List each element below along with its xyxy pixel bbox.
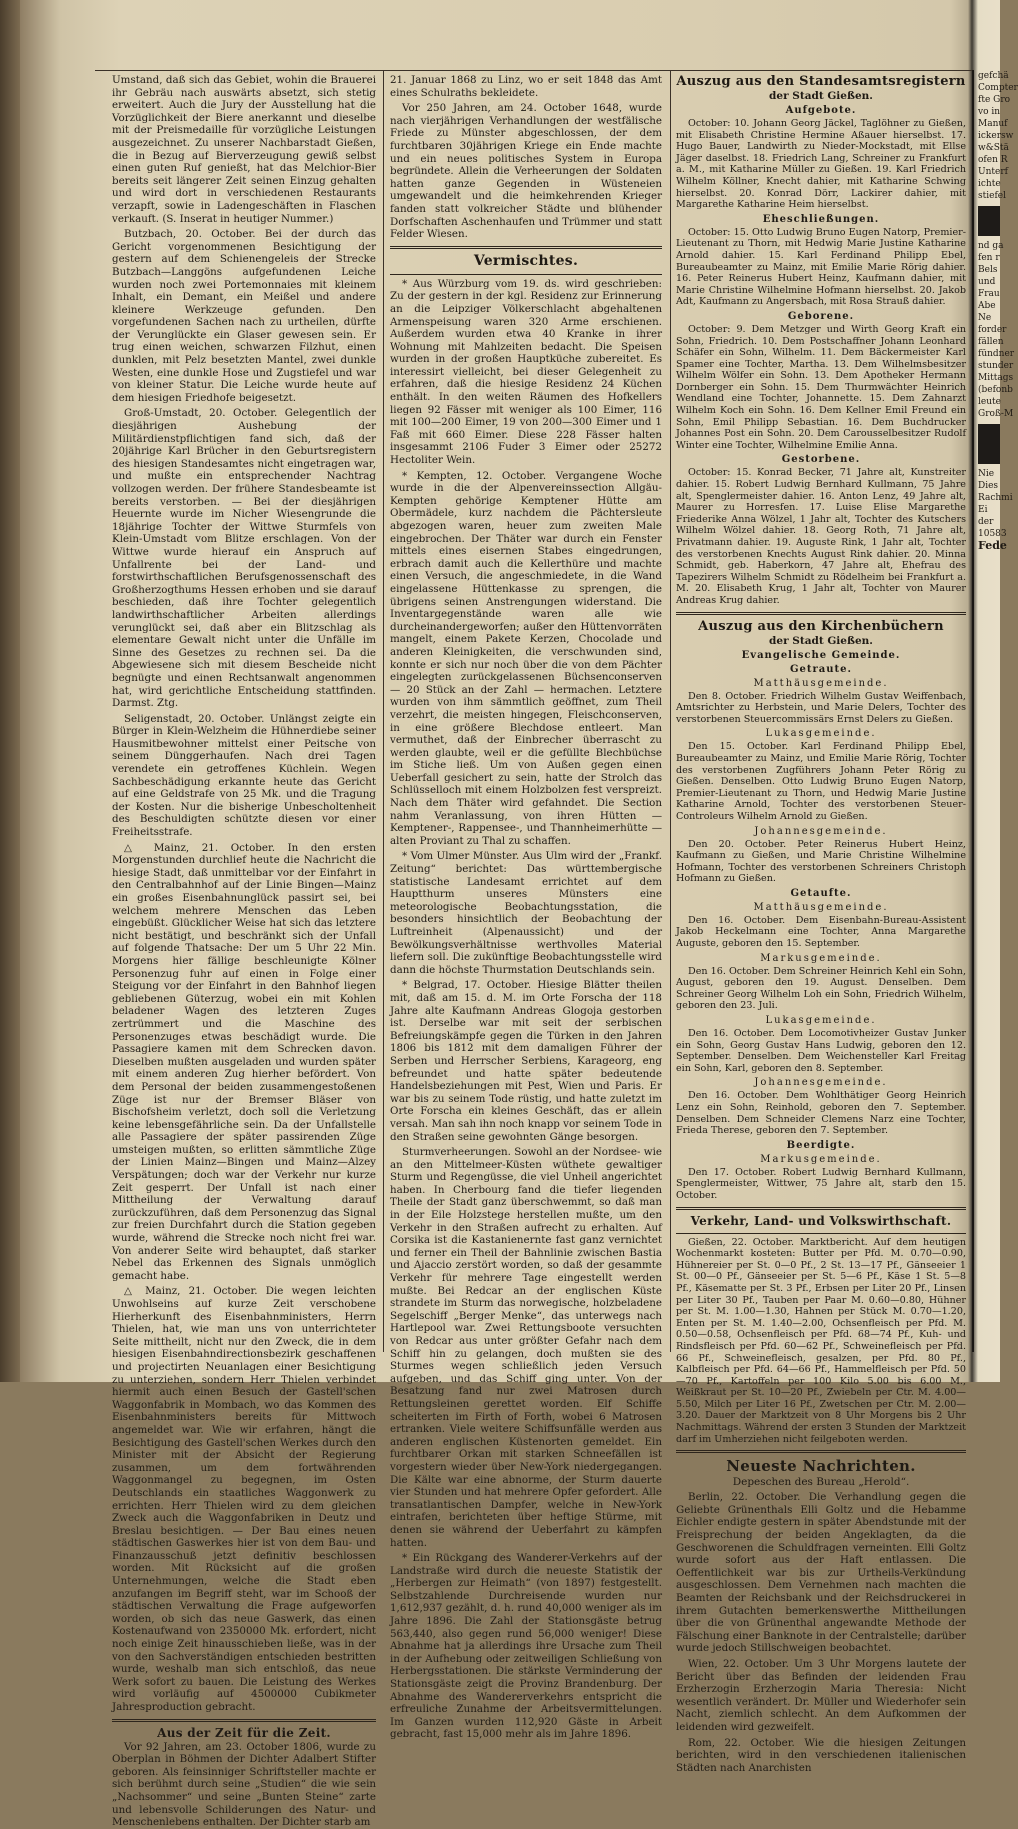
register-section-title: Evangelische Gemeinde. [741, 649, 901, 661]
section-divider [112, 1719, 376, 1722]
register-section-title: Gestorbene. [781, 454, 861, 466]
binding-edge [0, 0, 20, 1382]
column-rule [670, 70, 671, 1352]
section-heading: Aus der Zeit für die Zeit. [157, 1725, 331, 1740]
register-entry: Den 16. October. Dem Wohlthätiger Georg Heinrich Lenz ein Sohn, Reinhold, geboren den 7. September. Denselben. Dem Schneider Clemens Narz eine Tochter, Frieda Therese, geboren den 7. September. [676, 1090, 966, 1137]
article-paragraph: Sturmverheerungen. Sowohl an der Nordsee- wie an den Mittelmeer-Küsten wüthete gewaltiger Sturm und Regengüsse, die viel Unheil angerichtet haben. In Cherbourg fand die tiefer liegenden Theile der Stadt ganz überschwemmt, so daß man in der Eile Holzstege herstellen mußte, um den Verkehr in den Straßen aufrecht zu erhalten. Auf Corsika ist die Kastanienernte fast ganz vernichtet und ferner ein Theil der Bahnlinie zwischen Bastia und Ajaccio zerstört worden, so daß der gesammte Verkehr für mehrere Tage eingestellt werden mußte. Bei Redcar an der englischen Küste strandete im Sturm das norwegische, holzbeladene Segelschiff „Berger Menke“, das unterwegs nach Hartlepool war. Zwei Rettungsboote versuchten von Redcar aus unter größter Gefahr nach dem Schiff hin zu gelangen, doch mußten sie des Sturmes wegen schließlich jeden Versuch aufgeben, und das Schiff ging unter. Von der Besatzung fand nur zwei Matrosen durch Rettungsleinen gerettet worden. Elf Schiffe scheiterten im Firth of Forth, wobei 6 Matrosen ertranken. Viele weitere Schiffsunfälle werden aus anderen englischen Küstenorten gemeldet. Ein furchtbarer Orkan mit starken Schneefällen ist vorgestern wieder über New-York niedergegangen. Die Kälte war eine abnorme, der Sturm dauerte vier Stunden und hat mehrere Opfer gefordert. Alle transatlantischen Dampfer, welche in New-York eintrafen, berichteten über heftige Stürme, mit denen sie während der Ueberfahrt zu kämpfen hatten. [390, 1146, 662, 1549]
register-entry: Den 16. October. Dem Schreiner Heinrich Kehl ein Sohn, August, geboren den 19. August. Denselben. Dem Schreiner Georg Wilhelm Loh ein Sohn, Friedrich Wilhelm, geboren den 23. Juli. [676, 965, 966, 1012]
register-entry: Den 16. October. Dem Locomotivheizer Gustav Junker ein Sohn, Georg Gustav Hans Ludwig, geboren den 12. September. Denselben. Dem Weichensteller Karl Freitag ein Sohn, Karl, geboren den 8. September. [676, 1028, 966, 1074]
strip-fragment: (befonb [978, 385, 1013, 395]
register-section-title: Aufgebote. [785, 105, 857, 116]
register-entry: October: 15. Otto Ludwig Bruno Eugen Natorp, Premier-Lieutenant zu Thorn, mit Hedwig Marie Justine Katharine Arnold dahier. 15. Karl Ferdinand Philipp Ebel, Bureaubeamter zu Mainz, mit Emilie Marie Rörig dahier. 16. Peter Reinerus Hubert Heinz, Kaufmann dahier, mit Marie Christine Wilhelmine Hofmann hierselbst. 20. Jakob Adt, Kaufmann zu Angersbach, mit Rosa Strauß dahier. [676, 226, 966, 308]
section-divider [676, 1233, 966, 1234]
register-entry: Den 20. October. Peter Reinerus Hubert Heinz, Kaufmann zu Gießen, und Marie Christine Wilhelmine Hofmann, Tochter des verstorbenen Schreiners Christoph Hofmann zu Gießen. [676, 838, 966, 885]
strip-fragment: w&Stä [978, 143, 1009, 153]
strip-fragment: 10583 [978, 529, 1007, 539]
article-paragraph: △ Mainz, 21. October. In den ersten Morgenstunden durchlief heute die Nachricht die hiesige Stadt, daß unmittelbar vor der Einfahrt in den Centralbahnhof auf der Linie Bingen—Mainz ein großes Eisenbahnunglück passirt sei, bei welchem mehrere Menschen das Leben eingebüßt. Glücklicher Weise hat sich das letztere nicht bestätigt, und beschränkt sich der Unfall auf folgende Thatsache: Der um 5 Uhr 22 Min. Morgens hier fällige beschleunigte Kölner Personenzug fuhr auf einen in Folge einer Steigung vor der Einfahrt in den Bahnhof liegen gebliebenen Güterzug, wobei ein mit Kohlen beladener Wagen des letzteren Zuges zertrümmert und die Maschine des Personenzuges etwas beschädigt wurde. Die Passagiere kamen mit dem Schrecken davon. Dieselben mußten ausgeladen und wurden später mit einem anderen Zug hierher befördert. Von dem Personal der beiden zusammengestoßenen Züge ist nur der Bremser Bläser von Bischofsheim verletzt, doch soll die Verletzung keine lebensgefährliche sein. Da der Unfallstelle alle Passagiere der später passirenden Züge umsteigen mußten, so erlitten sämmtliche Züge der Linien Mainz—Bingen und Mainz—Alzey Verspätungen; doch war der Verkehr nur kurze Zeit gesperrt. Der Unfall ist nach einer Mittheilung der Verwaltung darauf zurückzuführen, daß dem Personenzug das Signal zur freien Durchfahrt durch die Station gegeben wurde, während die Strecke noch nicht frei war. Von anderer Seite wird behauptet, daß starker Nebel das Erkennen des Signals unmöglich gemacht habe. [112, 841, 376, 1282]
strip-fragment: Dies [978, 481, 999, 491]
strip-fragment: fen r [978, 253, 1000, 263]
article-paragraph: △ Mainz, 21. October. Die wegen leichten Unwohlseins auf kurze Zeit verschobene Hierherkunft des Eisenbahnministers, Herrn Thielen, hat, wie man uns von unterrichteter Seite mittheilt, nicht nur den Zweck, die in dem hiesigen Eisenbahndirectionsbezirk geschaffenen und projectirten Neuanlagen einer Besichtigung zu unterziehen, sondern Herr Thielen verbindet hiermit auch einen Besuch der Gastell'schen Waggonfabrik in Mombach, wo das Kommen des Eisenbahnministers bereits für Mittwoch angemeldet war. Wie wir erfahren, hängt die Besichtigung des Gastell'schen Werkes durch den Minister mit der Absicht der Regierung zusammen, um dem fortwährenden Waggonmangel zu begegnen, im Osten Deutschlands ein staatliches Waggonwerk zu errichten. Herr Thielen wird zu dem gleichen Zweck auch die Waggonfabriken in Deutz und Breslau besichtigen. — Der Bau eines neuen städtischen Gaswerkes hier ist von dem Bau- und Finanzausschuß jetzt definitiv beschlossen worden. Mit Rücksicht auf die großen Unternehmungen, welche die Stadt eben anzufangen im Begriff steht, war im Schooß der städtischen Verwaltung die Frage aufgeworfen worden, ob sich das neue Gaswerk, das einen Kostenaufwand von 2350000 Mk. erfordert, nicht noch einige Zeit hinausschieben ließe, was in der von den Sachverständigen entschieden bestritten wurde, weshalb man sich entschloß, das neue Werk sofort zu bauen. Die Leistung des Werkes wird vorläufig auf 4500000 Cubikmeter Jahresproduction gebracht. [112, 1285, 376, 1713]
column-3 [676, 74, 966, 1774]
section-heading: Neueste Nachrichten. [726, 1457, 916, 1476]
parish-title: Johannesgemeinde. [754, 825, 888, 837]
strip-fragment: ofen R [978, 155, 1008, 165]
register-section-title: Getraute. [789, 663, 852, 675]
register-entry: Den 17. October. Robert Ludwig Bernhard Kullmann, Spenglermeister, Wittwer, 75 Jahre alt, starb den 15. October. [676, 1166, 966, 1201]
adjacent-page-strip [978, 70, 1018, 1342]
article-paragraph: * Vom Ulmer Münster. Aus Ulm wird der „Frankf. Zeitung“ berichtet: Das württembergische statistische Landesamt errichtet auf dem Hauptthurm unseres Münsters eine meteorologische Beobachtungsstation, die besonders hinsichtlich der Beobachtung der Luftreinheit (Alpenaussicht) und der Bewölkungsverhältnisse werthvolles Material liefern soll. Die zukünftige Beobachtungsstelle wird dann die höchste Thurmstation Deutschlands sein. [390, 850, 662, 976]
section-divider [390, 274, 662, 275]
strip-fragment: Groß-M [978, 409, 1014, 419]
section-divider [676, 612, 966, 615]
ad-block [978, 206, 1000, 236]
strip-fragment: nd ga [978, 241, 1004, 251]
strip-fragment: gefchä [978, 71, 1009, 81]
ad-block [978, 424, 1000, 464]
strip-fragment: vo in [978, 107, 1001, 117]
section-subheading: der Stadt Gießen. [769, 90, 873, 102]
article-paragraph: 21. Januar 1868 zu Linz, wo er seit 1848 das Amt eines Schulraths bekleidete. [390, 74, 662, 99]
strip-fragment: ichte [978, 179, 1001, 189]
parish-title: Johannesgemeinde. [754, 1077, 888, 1089]
column-2 [390, 74, 662, 1741]
register-entry: Den 15. October. Karl Ferdinand Philipp Ebel, Bureaubeamter zu Mainz, und Emilie Marie Rörig, Tochter des verstorbenen Zugführers Johann Peter Rörig zu Gießen. Denselben. Otto Ludwig Bruno Eugen Natorp, Premier-Lieutenant zu Thorn, und Hedwig Marie Justine Katharine Arnold, Tochter des verstorbenen Steuer-Controleurs Wilhelm Arnold zu Gießen. [676, 741, 966, 822]
parish-title: Matthäusgemeinde. [753, 677, 889, 689]
section-divider [390, 246, 662, 249]
strip-fragment: fällen [978, 337, 1004, 347]
section-divider [676, 1207, 966, 1210]
article-paragraph: * Ein Rückgang des Wanderer-Verkehrs auf der Landstraße wird durch die neueste Statistik der „Herbergen zur Heimath“ (von 1897) festgestellt. Selbstzahlende Durchreisende wurden nur 1,612,937 gezählt, d. h. rund 40,000 weniger als im Jahre 1896. Die Zahl der Stationsgäste betrug 563,440, also gegen rund 56,000 weniger! Diese Abnahme hat ja allerdings ihre Ursache zum Theil in der Aufhebung oder zeitweiligen Schließung von Herbergsstationen. Die stärkste Verminderung der Stationsgäste zeigt die Provinz Brandenburg. Der Abnahme des Wandererverkehrs entspricht die erfreuliche Zunahme der Arbeitsvermittelungen. Im Ganzen wurden 112,920 Gäste in Arbeit gebracht, fast 15,000 mehr als im Jahre 1896. [390, 1552, 662, 1741]
article-paragraph: * Aus Würzburg vom 19. ds. wird geschrieben: Zu der gestern in der kgl. Residenz zur Erinnerung an die Leipziger Völkerschlacht abgehaltenen Armenspeisung waren 320 Arme erschienen. Außerdem wurden etwa 40 Kranke in ihrer Wohnung mit Mahlzeiten bedacht. Die Speisen wurden in der großen Hauptküche zubereitet. Es interessirt vielleicht, bei dieser Gelegenheit zu erfahren, daß die hiesige Residenz 24 Küchen enthält. In den weiten Räumen des Hofkellers liegen 92 Fässer mit weniger als 100 Eimer, 116 mit 100—200 Eimer, 19 von 200—300 Eimer und 1 Faß mit 660 Eimer. Diese 228 Fässer halten insgesammt 2106 Fuder 3 Eimer oder 25272 Hectoliter Wein. [390, 277, 662, 467]
news-paragraph: Berlin, 22. October. Die Verhandlung gegen die Geliebte Grünenthals Elli Goltz und die Hebamme Eichler endigte gestern in später Abendstunde mit der Freisprechung der beiden Angeklagten, da die Geschworenen die Schuldfragen verneinten. Elli Goltz wurde sofort aus der Haft entlassen. Die Oeffentlichkeit war bis zur Urtheils-Verkündung ausgeschlossen. Dem Vernehmen nach machten die Beamten der Reichsbank und der Reichsdruckerei in ihrem Gutachten bemerkenswerthe Mittheilungen über die von Grünenthal angewandte Methode der Fälschung einer Banknote in der Centralstelle; darüber wurde jedoch Stillschweigen beobachtet. [676, 1491, 966, 1655]
strip-fragment: Compter [978, 83, 1018, 93]
section-subheading: der Stadt Gießen. [769, 634, 873, 647]
strip-fragment: der [978, 517, 994, 527]
parish-title: Markusgemeinde. [760, 1153, 882, 1165]
article-paragraph: Seligenstadt, 20. October. Unlängst zeigte ein Bürger in Klein-Welzheim die Hühnerdiebe seiner Hausmitbewohner mittelst einer Peitsche von seinem Dünggerhaufen. Nach drei Tagen verendete ein getroffenes Küchlein. Wegen Sachbeschädigung erkannte heute das Gericht auf eine Geldstrafe von 25 Mk. und die Tragung der Kosten. Nur die bisherige Unbescholtenheit des Beschuldigten schützte diesen vor einer Freiheitsstrafe. [112, 712, 376, 839]
register-section-title: Getaufte. [790, 887, 852, 899]
section-heading: Auszug aus den Kirchenbüchern [698, 618, 944, 634]
section-heading: Vermischtes. [473, 252, 579, 269]
article-paragraph: * Kempten, 12. October. Vergangene Woche wurde in die der Alpenvereinssection Allgäu-Kempten gehörige Kemptener Hütte am Obermädele, kurz nachdem die Pächtersleute abgezogen waren, heuer zum zweiten Male eingebrochen. Der Thäter war durch ein Fenster mittels eines eisernen Stabes eingedrungen, erbrach damit auch die Kellerthüre und machte einen Versuch, die angeschmiedete, in die Wand eingelassene Hüttenkasse zu sprengen, die übrigens seinen Anstrengungen widerstand. Die Inventargegenstände waren alle wie durcheinandergeworfen; außer den Hüttenvorräten mangelt, einem Pakete Kerzen, Chocolade und anderen Kleinigkeiten, die verschwunden sind, konnte er sich nur noch über die von dem Pächter eingelegten zurückgelassenen Büchsenconserven — 20 Stück an der Zahl — hermachen. Letztere wurden von ihm sämmtlich geöffnet, zum Theil verzehrt, die meisten hingegen, Fleischconserven, in eine größere Blechdose entleert. Man vermuthet, daß der Einbrecher überrascht zu werden glaubte, weil er die gefüllte Blechbüchse im Stiche ließ. Um von Außen gegen einen Ueberfall gesichert zu sein, hatte der Strolch das Schlüsselloch mit einem Holzbolzen fest verspreizt. Nach dem Thäter wird gefahndet. Die Section nahm Veranlassung, von ihren Hütten — Kemptener-, Rappensee-, und Thannheimerhütte — alten Proviant zu Thal zu schaffen. [390, 469, 662, 847]
news-paragraph: Wien, 22. October. Um 3 Uhr Morgens lautete der Bericht über das Befinden der leidenden Frau Erzherzogin Erzherzogin Maria Theresia: Nicht wesentlich verändert. Dr. Müller und Wiederhofer sein Nacht, ziemlich schlecht. An dem Aufkommen der leidenden wird gezweifelt. [676, 1657, 966, 1733]
article-paragraph: * Belgrad, 17. October. Hiesige Blätter theilen mit, daß am 15. d. M. im Orte Forscha der 118 Jahre alte Kaufmann Andreas Glogoja gestorben ist. Derselbe war mit seit der serbischen Befreiungskämpfe gegen die Türken in den Jahren 1806 bis 1812 mit dem damaligen Führer der Serben und Herrscher Serbiens, Karageorg, eng befreundet und hatte später bedeutende Handelsbeziehungen mit Pest, Wien und Paris. Er war bis zu seinem Tode rüstig, und hatte zuletzt im Orte Forscha ein kleines Geschäft, das er allein versah. Man sah ihn noch knapp vor seinem Tode in den Straßen seine gewohnten Gänge besorgen. [390, 979, 662, 1143]
section-heading: Verkehr, Land- und Volkswirthschaft. [690, 1213, 952, 1228]
article-paragraph: Vor 92 Jahren, am 23. October 1806, wurde zu Oberplan in Böhmen der Dichter Adalbert Stifter geboren. Als feinsinniger Schriftsteller machte er sich berühmt durch seine „Studien“ die wie sein „Nachsommer“ und seine „Bunten Steine“ zarte und lebensvolle Schilderungen des Natur- und Menschenlebens enthalten. Der Dichter starb am [112, 1740, 376, 1829]
strip-fragment: und [978, 277, 996, 287]
strip-fragment: Mittags [978, 373, 1014, 383]
section-subheading: Depeschen des Bureau „Herold“. [732, 1476, 910, 1489]
section-heading: Auszug aus den Standesamtsregistern [676, 74, 966, 89]
strip-fragment: Unterf [978, 167, 1008, 177]
register-entry: October: 15. Konrad Becker, 71 Jahre alt, Kunstreiter dahier. 15. Robert Ludwig Bernhard Kullmann, 75 Jahre alt, Spenglermeister dahier. 16. Anton Lenz, 49 Jahre alt, Maurer zu Horresfen. 17. Luise Elise Margarethe Friederike Anna Wölzel, 1 Jahr alt, Tochter des Kutschers Wilhelm Wölzel dahier. 18. Georg Roth, 71 Jahre alt, Privatmann dahier. 19. Auguste Rink, 1 Jahr alt, Tochter des verstorbenen Knechts August Rink dahier. 20. Minna Schmidt, geb. Haberkorn, 47 Jahre alt, Ehefrau des Tapezirers Wilhelm Schmidt zu Rödelheim bei Frankfurt a. M. 20. Elisabeth Krug, 1 Jahr alt, Tochter von Maurer Andreas Krug dahier. [676, 467, 966, 606]
parish-title: Matthäusgemeinde. [753, 901, 889, 913]
register-entry: Den 16. October. Dem Eisenbahn-Bureau-Assistent Jakob Heckelmann eine Tochter, Anna Margarethe Auguste, geboren den 15. September. [676, 914, 966, 950]
register-section-title: Geborene. [787, 310, 855, 322]
strip-fragment: Ne [978, 313, 992, 323]
strip-fragment: Bels [978, 265, 998, 275]
strip-fragment: Ei [978, 505, 988, 515]
register-section-title: Eheschließungen. [762, 213, 880, 225]
market-report: Gießen, 22. October. Marktbericht. Auf dem heutigen Wochenmarkt kosteten: Butter per Pfd. M. 0.70—0.90, Hühnereier per St. 0—0 Pf., 2 St. 13—17 Pf., Gänseeier 1 St. 00—0 Pf., Gänseeier per St. 5—6 Pf., Käse 1 St. 5—8 Pf., Käsematte per St. 3 Pf., Erbsen per Liter 20 Pf., Linsen per Liter 30 Pf., Tauben per Paar M. 0.60—0.80, Hühner per St. M. 1.00—1.30, Hahnen per Stück M. 0.70—1.20, Enten per St. M. 1.40—2.00, Ochsenfleisch per Pfd. M. 0.50—0.58, Ochsenfleisch per Pfd. 68—74 Pf., Kuh- und Rindsfleisch per Pfd. 60—62 Pf., Schweinefleisch per Pfd. 66 Pf., Schweinefleisch, gesalzen, per Pfd. 80 Pf., Kalbfleisch per Pfd. 64—66 Pf., Hammelfleisch per Pfd. 50—70 Pf., Kartoffeln per 100 Kilo 5.00 bis 6.00 M., Weißkraut per St. 10—20 Pf., Zwiebeln per Ctr. M. 4.00—5.50, Milch per Liter 16 Pf., Zwetschen per Ctr. M. 2.00—3.20. Dauer der Marktzeit von 8 Uhr Morgens bis 2 Uhr Nachmittags. Während der ersten 3 Stunden der Marktzeit darf im Umherziehen nicht feilgeboten werden. [676, 1236, 966, 1445]
article-paragraph: Butzbach, 20. October. Bei der durch das Gericht vorgenommenen Besichtigung der gestern auf dem Schienengeleis der Strecke Butzbach—Langgöns aufgefundenen Leiche wurden noch zwei Portemonnaies mit kleinem Inhalt, ein Demant, ein Meißel und andere kleinere Werkzeuge gefunden. Den vorgefundenen Sachen nach zu urtheilen, dürfte der Verunglückte ein Glaser gewesen sein. Er trug einen weichen, schwarzen Filzhut, einen dunklen, mit Pelz besetzten Mantel, zwei dunkle Westen, eine dunkle Hose und Zugstiefel und war von kleiner Statur. Die Leiche wurde heute auf dem hiesigen Friedhofe beigesetzt. [112, 228, 376, 404]
strip-fragment: fte Gro [978, 95, 1011, 105]
article-paragraph: Groß-Umstadt, 20. October. Gelegentlich der diesjährigen Aushebung der Militärdienstpflichtigen fand sich, daß der 20jährige Karl Brücher in den Geburtsregistern des hiesigen Standesamtes nicht eingetragen war, und mußte ein entsprechender Nachtrag vollzogen werden. Der frühere Standesbeamte ist bereits verstorben. — Bei der diesjährigen Heuernte wurde im Nicher Wiesengrunde die 18jährige Tochter der Wittwe Sturmfels von Klein-Umstadt vom Blitze erschlagen. Von der Wittwe wurde hierauf ein Anspruch auf Unfallrente bei der Land- und forstwirthschaftlichen Berufsgenossenschaft des Großherzogthums Hessen erhoben und sie darauf beschieden, daß ihre Tochter gelegentlich landwirthschaftlicher Arbeiten allerdings verunglückt sei, daß aber ein Blitzschlag als elementare Gewalt nicht unter die Unfälle im Sinne des Gesetzes zu rechnen sei. Da die Abgewiesene sich mit diesem Bescheide nicht begnügte und einen Rechtsanwalt angenommen hat, wird gerichtliche Entscheidung stattfinden. Darmst. Ztg. [112, 407, 376, 710]
article-paragraph: Vor 250 Jahren, am 24. October 1648, wurde nach vierjährigen Verhandlungen der westfälische Friede zu Münster abgeschlossen, der dem furchtbaren 30jährigen Kriege ein Ende machte und ein neues politisches System in Europa begründete. Allein die Verheerungen der Soldaten hatten ganze Gegenden in Wüsteneien umgewandelt und die heimkehrenden Krieger fanden statt volkreicher Städte und blühender Dorfschaften Aschenhaufen und Trümmer und statt Felder Wiesen. [390, 102, 662, 241]
register-section-title: Beerdigte. [786, 1139, 856, 1151]
register-entry: October: 10. Johann Georg Jäckel, Taglöhner zu Gießen, mit Elisabeth Christine Hermine Aßauer hierselbst. 17. Hugo Bauer, Landwirth zu Nieder-Mockstadt, mit Ellse Jäger daselbst. 18. Friedrich Lang, Schreiner zu Frankfurt a. M., mit Katharine Müller zu Gießen. 19. Karl Friedrich Wilhelm Köllner, Knecht dahier, mit Katharine Schwing hierselbst. 20. Konrad Dörr, Lackirer dahier, mit Margarethe Katharine Heim hierselbst. [676, 118, 966, 211]
news-paragraph: Rom, 22. October. Wie die hiesigen Zeitungen berichten, wird in den verschiedenen italienischen Städten nach Anarchisten [676, 1736, 966, 1774]
parish-title: Markusgemeinde. [760, 952, 882, 964]
strip-fragment: Abe [978, 301, 996, 311]
section-divider [676, 1450, 966, 1453]
register-entry: October: 9. Dem Metzger und Wirth Georg Kraft ein Sohn, Friedrich. 10. Dem Postschaffner Johann Leonhard Schäfer ein Sohn, Wilhelm. 11. Dem Bäckermeister Karl Spamer eine Tochter, Martha. 13. Dem Wilhelmsbesitzer Wilhelm Wölfer ein Sohn. 13. Dem Apotheker Hermann Dornberger ein Sohn. 15. Dem Thurmwächter Heinrich Wendland eine Tochter, Johannette. 15. Dem Zahnarzt Wilhelm Koch ein Sohn. 16. Dem Kellner Emil Freund ein Sohn, Emil Philipp Sebastian. 16. Dem Buchdrucker Johannes Post ein Sohn. 20. Dem Carousselbesitzer Rudolf Winter eine Tochter, Wilhelmine Emilie Anna. [676, 323, 966, 451]
parish-title: Lukasgemeinde. [765, 1015, 877, 1027]
strip-fragment: fündner [978, 349, 1015, 359]
article-paragraph: Umstand, daß sich das Gebiet, wohin die Brauerei ihr Gebräu nach auswärts absetzt, sich stetig erweitert. Auch die Jury der Ausstellung hat die Vorzüglichkeit der Biere anerkannt und dieselbe mit der Preismedaille für vorzügliche Leistungen ausgezeichnet. Zu unserer Nachbarstadt Gießen, die in Bezug auf Bierverzeugung gewiß selbst einen guten Ruf genießt, hat das Melchior-Bier bereits seit längerer Zeit seinen Einzug gehalten und wird dort in verschiedenen Restaurants verzapft, sowie in Ladengeschäften in Flaschen verkauft. (S. Inserat in heutiger Nummer.) [112, 74, 376, 225]
top-rule [95, 70, 972, 71]
strip-fragment: stunder [978, 361, 1014, 371]
strip-fragment: stiefel [978, 191, 1006, 201]
strip-fragment: Frau [978, 289, 1000, 299]
strip-fragment: ickersw [978, 131, 1014, 141]
column-1 [112, 74, 376, 1829]
strip-fragment: Manuf [978, 119, 1008, 129]
strip-fragment: forder [978, 325, 1007, 335]
strip-fragment: leute [978, 397, 1001, 407]
column-rule [383, 70, 384, 1352]
strip-fragment: Fede [978, 539, 1007, 552]
strip-fragment: Rachmi [978, 493, 1013, 503]
page-edge-rule [972, 70, 974, 1352]
parish-title: Lukasgemeinde. [765, 728, 877, 740]
register-entry: Den 8. October. Friedrich Wilhelm Gustav Weiffenbach, Amtsrichter zu Herbstein, und Marie Delers, Tochter des verstorbenen Steuercommissärs Ernst Delers zu Gießen. [676, 690, 966, 725]
strip-fragment: Nie [978, 469, 995, 479]
